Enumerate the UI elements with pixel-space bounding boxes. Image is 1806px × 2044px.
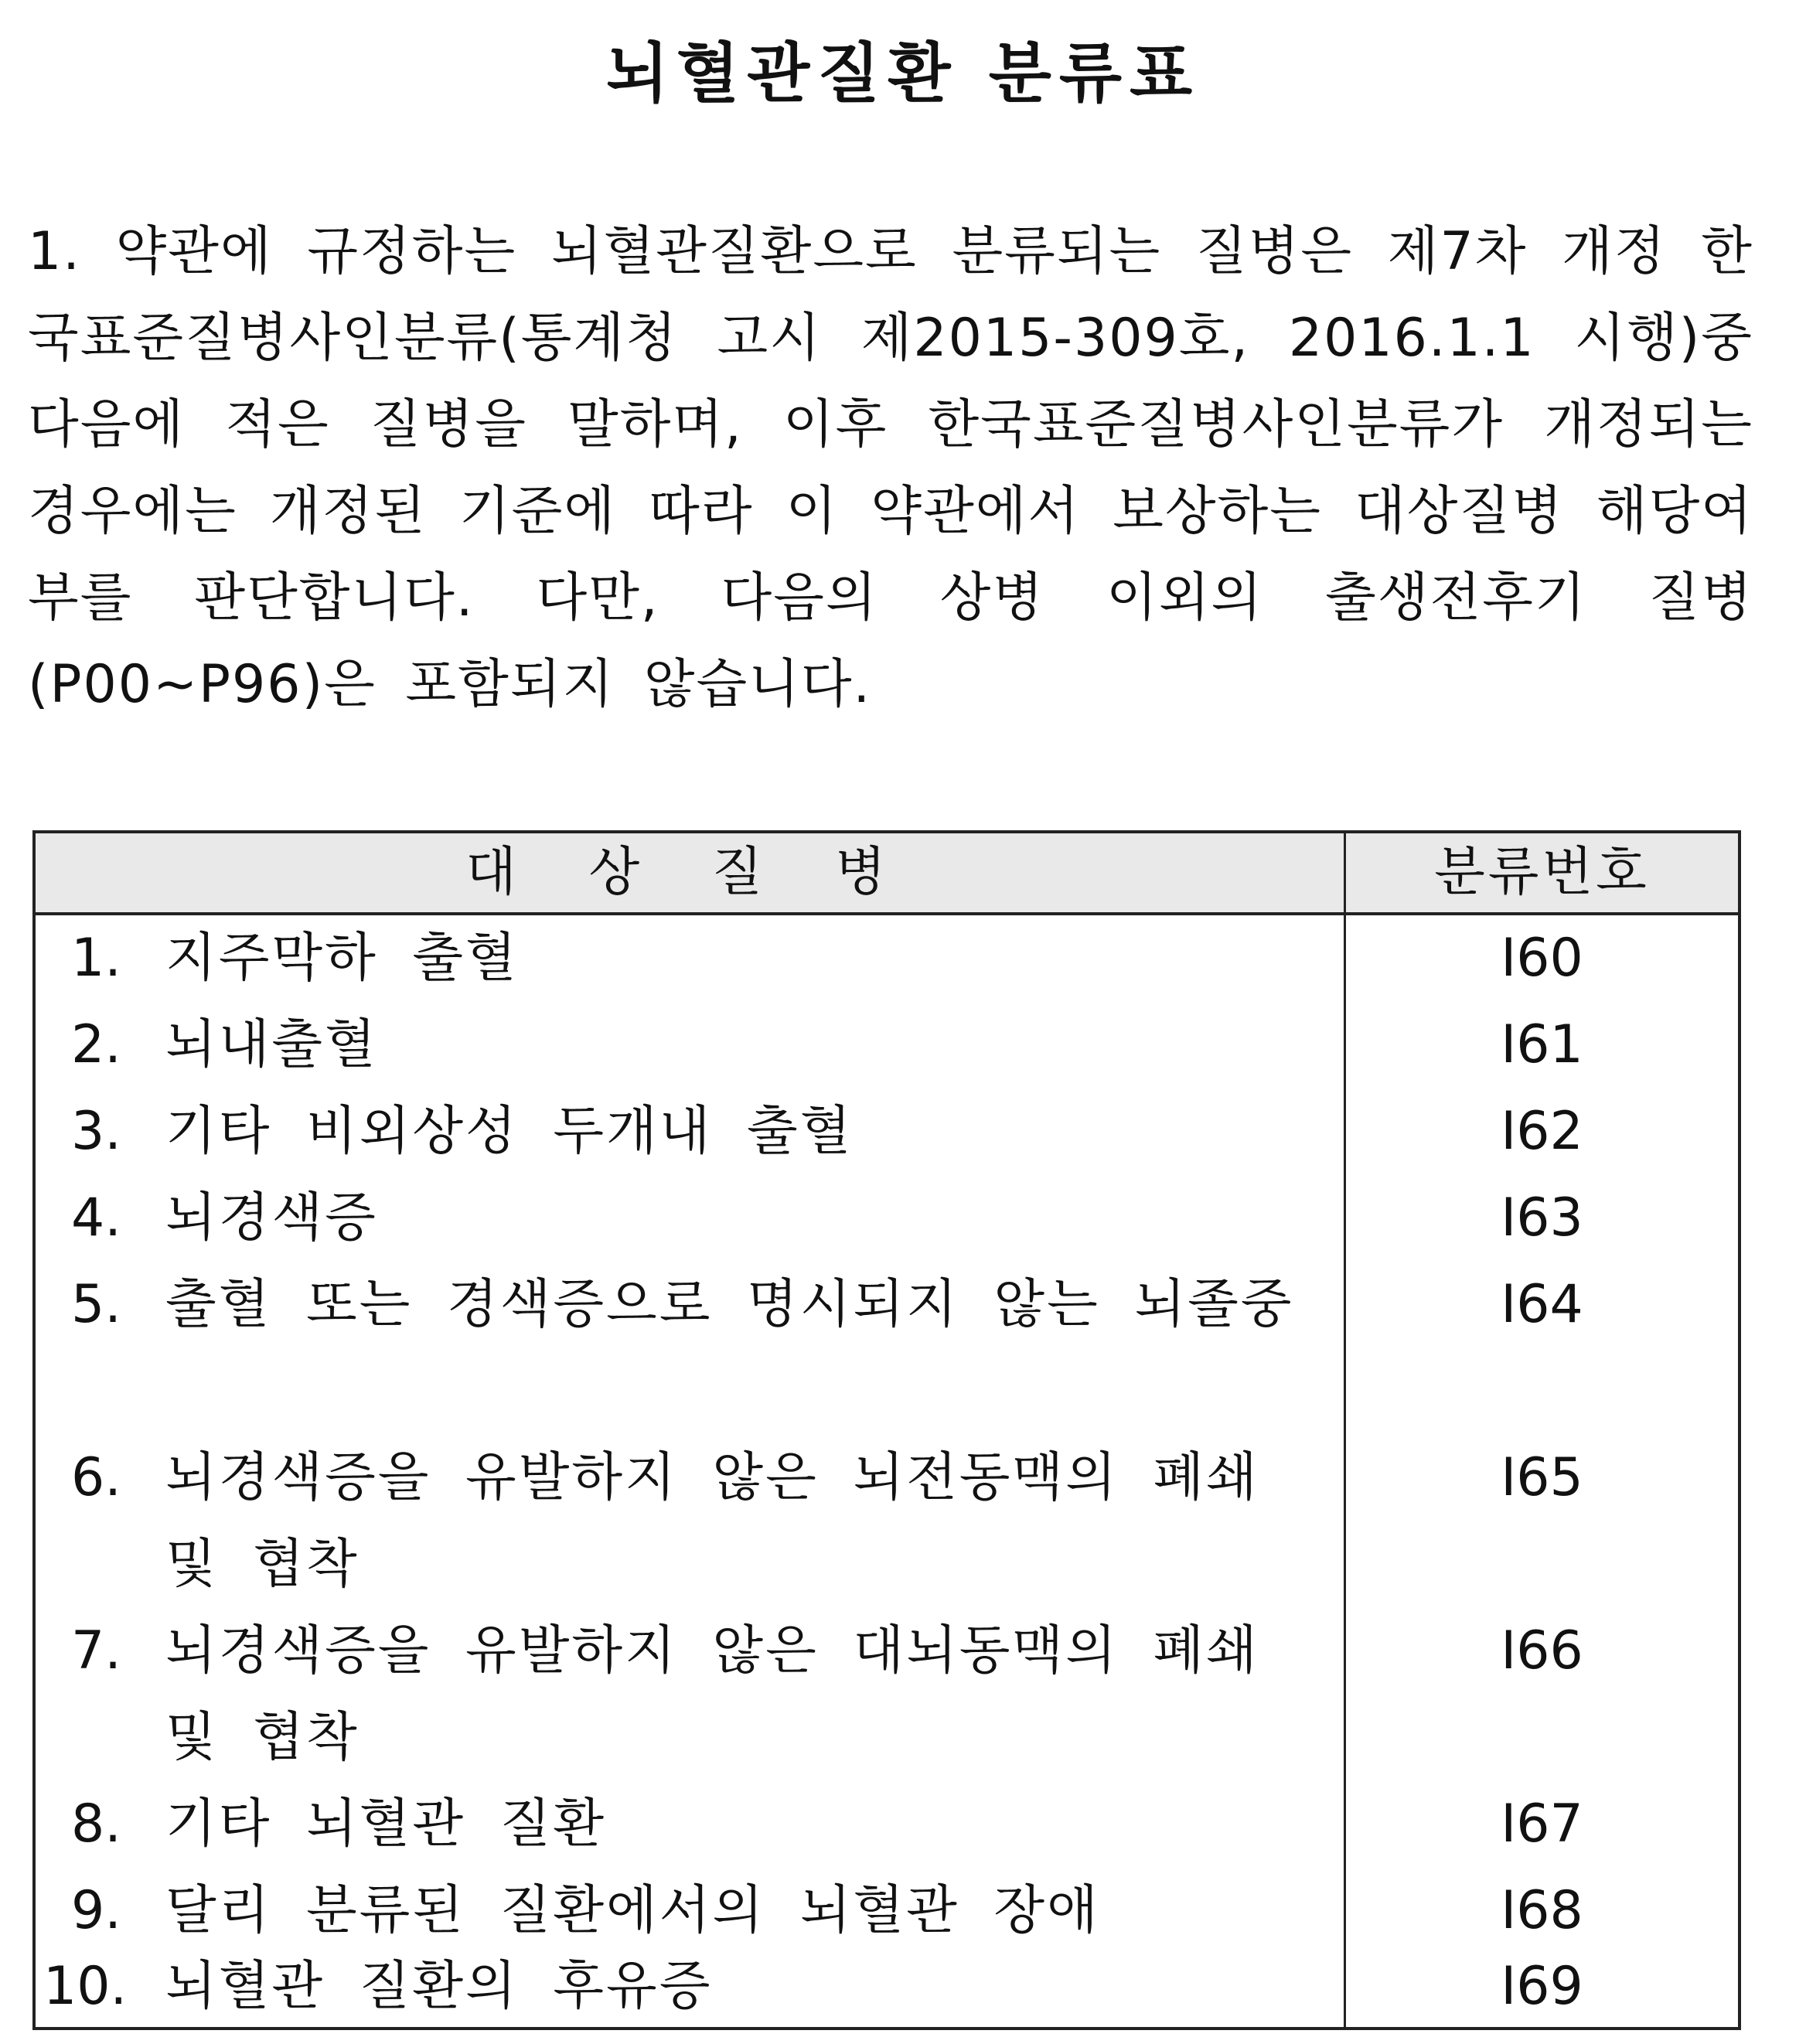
row-number: 7. <box>71 1620 121 1681</box>
table-row <box>36 1002 1738 1088</box>
table-row <box>36 1781 1738 1868</box>
row-number: 6. <box>71 1447 121 1508</box>
header-classification-code: 분류번호 <box>1434 842 1650 903</box>
classification-code: I68 <box>1501 1880 1583 1941</box>
table-row <box>36 915 1738 1002</box>
row-number: 9. <box>71 1880 121 1941</box>
table-row <box>36 1868 1738 1954</box>
row-number: 4. <box>71 1187 121 1249</box>
disease-name: 뇌경색증 <box>165 1187 378 1249</box>
intro-paragraph: 1. 약관에 규정하는 뇌혈관질환으로 분류되는 질병은 제7차 개정 한국표준질병사인분류(통계청 고시 제2015-309호, 2016.1.1 시행)중 다음에 적은 질병을 말하며, 이후 한국표준질병사인분류가 개정되는 경우에는 개정된 기준에 따라 이 약관에서 보상하는 대상질병 해당여부를 판단합니다. 다만, 다음의 상병 이외의 출생전후기 질병(P00~P96)은 포함되지 않습니다. <box>28 221 1753 715</box>
disease-name: 뇌경색증을 유발하지 않은 대뇌동맥의 폐쇄 및 협착 <box>165 1620 1259 1768</box>
table-row <box>36 1944 1738 2030</box>
classification-code: I64 <box>1501 1274 1583 1335</box>
header-target-disease: 대 상 질 병 <box>465 842 914 903</box>
classification-code: I65 <box>1501 1447 1583 1508</box>
classification-code: I60 <box>1501 928 1583 989</box>
classification-code: I67 <box>1501 1794 1583 1855</box>
disease-name: 지주막하 출혈 <box>165 928 519 989</box>
disease-name: 기타 비외상성 두개내 출혈 <box>165 1101 854 1162</box>
disease-name: 뇌경색증을 유발하지 않은 뇌전동맥의 폐쇄 및 협착 <box>165 1447 1259 1595</box>
row-number: 5. <box>71 1274 121 1335</box>
disease-name: 뇌혈관 질환의 후유증 <box>165 1956 713 2017</box>
disease-name: 출혈 또는 경색증으로 명시되지 않는 뇌졸중 <box>165 1274 1294 1335</box>
row-number: 1. <box>71 928 121 989</box>
classification-code: I66 <box>1501 1620 1583 1681</box>
table-row <box>36 1262 1738 1435</box>
row-number: 10. <box>43 1956 128 2017</box>
classification-code: I62 <box>1501 1101 1583 1162</box>
table-row <box>36 1175 1738 1262</box>
classification-code: I69 <box>1501 1956 1583 2017</box>
classification-code: I61 <box>1501 1014 1583 1075</box>
disease-classification-table <box>32 830 1741 2030</box>
disease-name: 기타 뇌혈관 질환 <box>165 1794 607 1855</box>
disease-name: 뇌내출혈 <box>165 1014 378 1075</box>
disease-name: 달리 분류된 질환에서의 뇌혈관 장애 <box>165 1880 1100 1941</box>
row-number: 2. <box>71 1014 121 1075</box>
page-title: 뇌혈관질환 분류표 <box>605 36 1201 111</box>
table-header-row <box>36 833 1738 915</box>
table-row <box>36 1435 1738 1608</box>
table-row <box>36 1088 1738 1175</box>
classification-code: I63 <box>1501 1187 1583 1249</box>
table-row <box>36 1608 1738 1781</box>
row-number: 8. <box>71 1794 121 1855</box>
row-number: 3. <box>71 1101 121 1162</box>
